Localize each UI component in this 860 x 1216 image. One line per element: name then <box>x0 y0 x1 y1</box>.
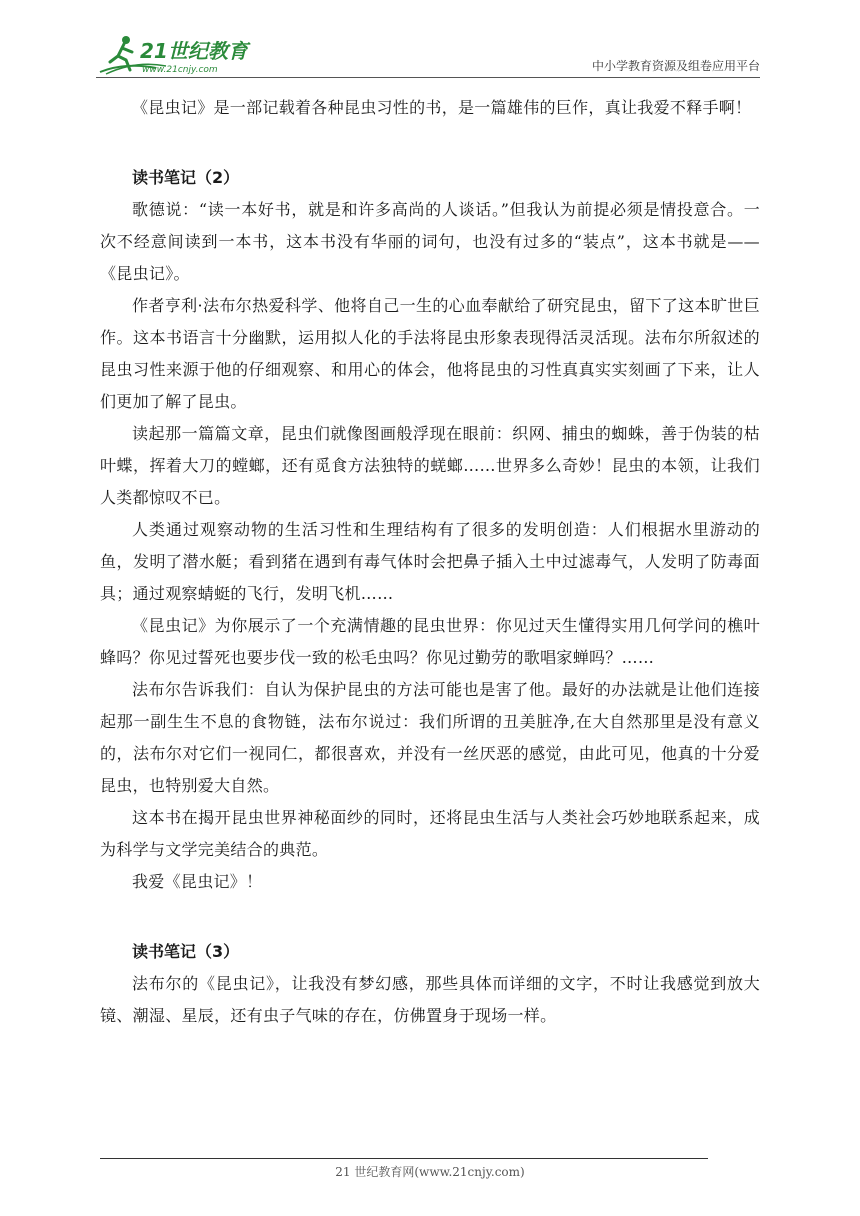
paragraph: 歌德说：“读一本好书，就是和许多高尚的人谈话。”但我认为前提必须是情投意合。一次不经意间读到一本书，这本书没有华丽的词句，也没有过多的“装点”，这本书就是——《昆虫记》。 <box>100 200 760 283</box>
paragraph: 人类通过观察动物的生活习性和生理结构有了很多的发明创造：人们根据水里游动的鱼，发明了潜水艇；看到猪在遇到有毒气体时会把鼻子插入土中过滤毒气，人发明了防毒面具；通过观察蜻蜓的飞行，发明飞机…… <box>100 520 760 603</box>
header-divider <box>96 77 760 78</box>
document-body <box>100 92 760 1032</box>
page-footer: 21 世纪教育网(www.21cnjy.com) <box>335 1165 525 1179</box>
footer-divider <box>100 1158 708 1159</box>
section-title-note3: 读书笔记（3） <box>132 942 240 961</box>
site-logo <box>96 32 266 76</box>
paragraph: 法布尔告诉我们：自认为保护昆虫的方法可能也是害了他。最好的办法就是让他们连接起那一副生生不息的食物链，法布尔说过：我们所谓的丑美脏净,在大自然那里是没有意义的，法布尔对它们一视同仁，都很喜欢，并没有一丝厌恶的感觉，由此可见，他真的十分爱昆虫，也特别爱大自然。 <box>100 680 760 795</box>
section-gap <box>100 124 760 162</box>
svg-text:www.21cnjy.com: www.21cnjy.com <box>142 65 218 75</box>
paragraph: 《昆虫记》为你展示了一个充满情趣的昆虫世界：你见过天生懂得实用几何学问的樵叶蜂吗？你见过誓死也要步伐一致的松毛虫吗？你见过勤劳的歌唱家蝉吗？…… <box>100 616 760 667</box>
paragraph: 法布尔的《昆虫记》，让我没有梦幻感，那些具体而详细的文字，不时让我感觉到放大镜、潮湿、星辰，还有虫子气味的存在，仿佛置身于现场一样。 <box>100 974 760 1025</box>
page-header <box>96 30 760 78</box>
platform-name: 中小学教育资源及组卷应用平台 <box>591 59 760 73</box>
intro-paragraph: 《昆虫记》是一部记载着各种昆虫习性的书，是一篇雄伟的巨作，真让我爱不释手啊！ <box>132 98 752 117</box>
paragraph: 作者亨利·法布尔热爱科学、他将自己一生的心血奉献给了研究昆虫，留下了这本旷世巨作。这本书语言十分幽默，运用拟人化的手法将昆虫形象表现得活灵活现。法布尔所叙述的昆虫习性来源于他的仔细观察、和用心的体会，他将昆虫的习性真真实实刻画了下来，让人们更加了解了昆虫。 <box>100 296 760 411</box>
svg-text:21世纪教育: 21世纪教育 <box>140 39 248 63</box>
section-gap <box>100 898 760 936</box>
section-title-note2: 读书笔记（2） <box>132 168 240 187</box>
paragraph: 读起那一篇篇文章，昆虫们就像图画般浮现在眼前：织网、捕虫的蜘蛛，善于伪装的枯叶蝶，挥着大刀的螳螂，还有觅食方法独特的蜣螂……世界多么奇妙！昆虫的本领，让我们人类都惊叹不已。 <box>100 424 760 507</box>
paragraph: 这本书在揭开昆虫世界神秘面纱的同时，还将昆虫生活与人类社会巧妙地联系起来，成为科学与文学完美结合的典范。 <box>100 808 760 859</box>
paragraph: 我爱《昆虫记》！ <box>132 872 263 891</box>
